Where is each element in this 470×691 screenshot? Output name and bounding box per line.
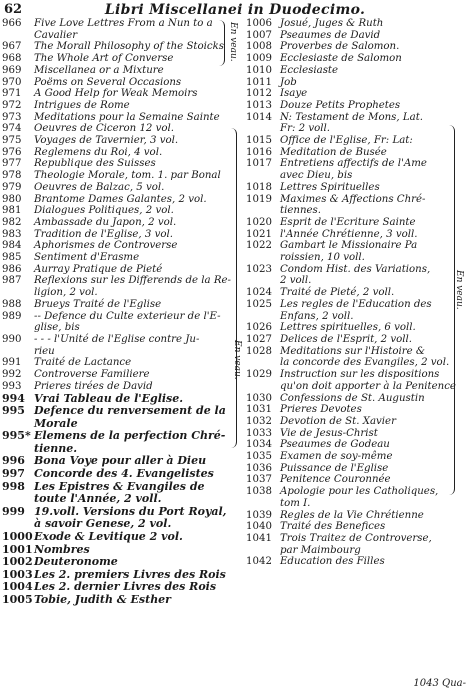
- entry-number: 987: [2, 275, 22, 287]
- catalog-entry: [246, 147, 466, 159]
- entry-number: 1019: [246, 193, 272, 205]
- entry-title: A Good Help for Weak Memoirs: [34, 88, 198, 100]
- catalog-entry: [2, 147, 240, 159]
- catalog-entry: [2, 299, 240, 311]
- catalog-entry: [246, 533, 466, 556]
- entry-title: Prieres Devotes: [280, 404, 362, 416]
- entry-title: Education des Filles: [280, 556, 385, 568]
- catalog-entry: [2, 65, 240, 77]
- entry-number: 1025: [246, 298, 272, 310]
- catalog-entry: [2, 194, 240, 206]
- catalog-entry: [246, 451, 466, 463]
- entry-number: 1040: [246, 521, 272, 533]
- entry-number: 969: [2, 64, 22, 76]
- entry-title: Gambart le Missionaire Pa: [280, 240, 418, 252]
- entry-title-continued: tienne.: [34, 441, 78, 455]
- brace-left-mid: [230, 128, 237, 448]
- entry-number: 996: [2, 454, 25, 468]
- catalog-entry: [246, 77, 466, 89]
- entry-title: Esprit de l'Ecriture Sainte: [280, 216, 416, 228]
- catalog-entry: [2, 229, 240, 241]
- entry-number: 1036: [246, 462, 272, 474]
- catalog-entry: [246, 556, 466, 568]
- entry-title: Nombres: [34, 542, 90, 556]
- entry-title: Office de l'Eglise, Fr: Lat:: [280, 135, 413, 147]
- entry-title-continued: rieu: [34, 345, 55, 357]
- entry-number: 990: [2, 333, 22, 345]
- entry-title-continued: la concorde des Evangiles, 2 vol.: [280, 357, 450, 369]
- entry-title: Bona Voye pour aller à Dieu: [34, 454, 207, 468]
- entry-title: Condom Hist. des Variations,: [280, 263, 431, 275]
- entry-number: 1024: [246, 287, 272, 299]
- entry-title-continued: à savoir Genese, 2 vol.: [34, 517, 172, 531]
- entry-title: Brantome Dames Galantes, 2 vol.: [34, 193, 207, 205]
- entry-number: 968: [2, 53, 22, 65]
- entry-title: N: Testament de Mons, Lat.: [280, 111, 424, 123]
- entry-number: 997: [2, 467, 25, 481]
- catalog-entry: [246, 334, 466, 346]
- entry-title: Regles de la Vie Chrétienne: [280, 509, 424, 521]
- catalog-entry: [2, 77, 240, 89]
- catalog-entry: [2, 112, 240, 124]
- entry-title: -- Defence du Culte exterieur de l'E-: [34, 310, 221, 322]
- catalog-entry: [246, 393, 466, 405]
- entry-title-continued: Morale: [34, 416, 78, 430]
- entry-title: Ambassade du Japon, 2 vol.: [34, 216, 177, 228]
- entry-number: 1015: [246, 135, 272, 147]
- entry-title: Examen de soy-même: [280, 451, 393, 463]
- catalog-entry: [246, 439, 466, 451]
- entry-number: 1010: [246, 64, 272, 76]
- entry-number: 1008: [246, 41, 272, 53]
- catalog-entry: [246, 18, 466, 30]
- entry-number: 1028: [246, 345, 272, 357]
- catalog-entry: [246, 217, 466, 229]
- entry-number: 1017: [246, 158, 272, 170]
- entry-title: Prieres tirées de David: [34, 380, 153, 392]
- catalog-entry: [246, 112, 466, 135]
- entry-title: Proverbes de Salomon.: [280, 41, 400, 53]
- entry-number: 1039: [246, 509, 272, 521]
- entry-number: 1034: [246, 439, 272, 451]
- entry-number: 1002: [2, 555, 33, 569]
- entry-title-continued: par Maimbourg: [280, 544, 361, 556]
- entry-title: Traité de Lactance: [34, 357, 132, 369]
- entry-title: Les 2. premiers Livres des Rois: [34, 567, 226, 581]
- brace-right-mid: [448, 125, 455, 495]
- entry-number: 983: [2, 228, 22, 240]
- entry-number: 993: [2, 380, 22, 392]
- catalog-entry: [2, 41, 240, 53]
- entry-title: Meditation de Busée: [280, 146, 387, 158]
- entry-number: 1014: [246, 111, 272, 123]
- entry-number: 1022: [246, 240, 272, 252]
- entry-number: 995: [2, 404, 25, 418]
- catalog-entry: [2, 430, 240, 455]
- entry-title: Tradition de l'Eglise, 3 vol.: [34, 228, 173, 240]
- catalog-entry: [246, 30, 466, 42]
- entry-title: Intrigues de Rome: [34, 99, 130, 111]
- entry-title: Defence du renversement de la: [34, 404, 226, 418]
- catalog-entry: [2, 481, 240, 506]
- entry-title: Pseaumes de David: [280, 29, 381, 41]
- entry-title: Meditations pour la Semaine Sainte: [34, 111, 220, 123]
- entry-number: 1033: [246, 427, 272, 439]
- entry-number: 1029: [246, 369, 272, 381]
- entry-number: 998: [2, 479, 25, 493]
- entry-number: 994: [2, 391, 25, 405]
- entry-title-continued: avec Dieu, bis: [280, 170, 353, 182]
- catchword: 1043 Qua-: [413, 678, 466, 689]
- catalog-entry: [246, 521, 466, 533]
- entry-number: 980: [2, 193, 22, 205]
- catalog-entry: [246, 88, 466, 100]
- entry-number: 1012: [246, 88, 272, 100]
- entry-title-continued: qu'on doit apporter à la Penitence: [280, 380, 456, 392]
- catalog-entry: [2, 18, 240, 41]
- catalog-entry: [246, 135, 466, 147]
- entry-number: 1026: [246, 322, 272, 334]
- entry-title: Controverse Familiere: [34, 369, 150, 381]
- entry-number: 1037: [246, 474, 272, 486]
- catalog-entry: [2, 53, 240, 65]
- catalog-entry: [2, 594, 240, 607]
- entry-title: Reflexions sur les Differends de la Re-: [34, 275, 231, 287]
- entry-title: Maximes & Affections Chré-: [280, 193, 426, 205]
- entry-title: Poëms on Several Occasions: [34, 76, 182, 88]
- entry-number: 1021: [246, 228, 272, 240]
- entry-title: Concorde des 4. Evangelistes: [34, 467, 214, 481]
- entry-title-continued: tiennes.: [280, 205, 321, 217]
- entry-title-continued: roissien, 10 voll.: [280, 252, 365, 264]
- entry-title: Aphorismes de Controverse: [34, 240, 178, 252]
- side-label-right-mid: En veau.: [454, 270, 464, 310]
- catalog-entry: [2, 100, 240, 112]
- entry-number: 975: [2, 135, 22, 147]
- entry-title: Traité de Pieté, 2 voll.: [280, 287, 395, 299]
- entry-number: 1009: [246, 53, 272, 65]
- catalog-entry: [2, 252, 240, 264]
- right-column: [246, 18, 466, 568]
- entry-title: Brueys Traité de l'Eglise: [34, 298, 162, 310]
- entry-number: 1001: [2, 542, 33, 556]
- entry-title: Douze Petits Prophetes: [280, 99, 401, 111]
- entry-title: Theologie Morale, tom. 1. par Bonal: [34, 170, 221, 182]
- entry-number: 970: [2, 76, 22, 88]
- entry-number: 976: [2, 146, 22, 158]
- catalog-entry: [2, 123, 240, 135]
- entry-title: Job: [280, 76, 297, 88]
- catalog-entry: [246, 287, 466, 299]
- entry-title-continued: Cavalier: [34, 29, 78, 41]
- entry-number: 984: [2, 240, 22, 252]
- entry-number: 991: [2, 357, 22, 369]
- entry-number: 1042: [246, 556, 272, 568]
- entry-title: Five Love Lettres From a Nun to a: [34, 18, 213, 29]
- entry-number: 1023: [246, 263, 272, 275]
- entry-number: 1035: [246, 451, 272, 463]
- catalog-entry: [246, 182, 466, 194]
- catalog-entry: [2, 170, 240, 182]
- entry-number: 974: [2, 123, 22, 135]
- entry-number: 977: [2, 158, 22, 170]
- catalog-entry: [2, 264, 240, 276]
- entry-title: Vie de Jesus-Christ: [280, 427, 378, 439]
- catalog-entry: [2, 240, 240, 252]
- entry-number: 966: [2, 18, 22, 29]
- entry-number: 1006: [246, 18, 272, 29]
- entry-number: 1041: [246, 532, 272, 544]
- catalog-entry: [246, 474, 466, 486]
- catalog-entry: [2, 405, 240, 430]
- entry-number: 995*: [2, 429, 31, 443]
- entry-number: 989: [2, 310, 22, 322]
- catalog-entry: [246, 100, 466, 112]
- catalog-entry: [2, 135, 240, 147]
- entry-title: Sentiment d'Erasme: [34, 252, 140, 264]
- entry-title-continued: Enfans, 2 voll.: [280, 310, 354, 322]
- entry-title: Voyages de Tavernier, 3 vol.: [34, 135, 179, 147]
- catalog-entry: [2, 88, 240, 100]
- entry-number: 999: [2, 504, 25, 518]
- entry-number: 973: [2, 111, 22, 123]
- entry-title: The Morall Philosophy of the Stoicks: [34, 41, 225, 53]
- entry-title-continued: 2 voll.: [280, 275, 312, 287]
- entry-number: 1020: [246, 216, 272, 228]
- entry-title: Devotion de St. Xavier: [280, 415, 396, 427]
- entry-title: 19.voll. Versions du Port Royal,: [34, 504, 227, 518]
- entry-title: l'Année Chrétienne, 3 voll.: [280, 228, 418, 240]
- catalog-entry: [246, 299, 466, 322]
- entry-title: Ecclesiaste de Salomon: [280, 53, 402, 65]
- catalog-entry: [246, 404, 466, 416]
- entry-title: Reglemens du Roi, 4 vol.: [34, 146, 163, 158]
- running-title: Libri Miscellanei in Duodecimo.: [104, 2, 366, 18]
- catalog-entry: [246, 264, 466, 287]
- entry-number: 1005: [2, 593, 33, 606]
- entry-number: 1030: [246, 392, 272, 404]
- entry-title: Tobie, Judith & Esther: [34, 593, 171, 606]
- entry-number: 1007: [246, 29, 272, 41]
- entry-title: Dialogues Politiques, 2 vol.: [34, 205, 174, 217]
- entry-number: 1031: [246, 404, 272, 416]
- entry-title: Lettres spirituelles, 6 voll.: [280, 322, 416, 334]
- entry-number: 1000: [2, 530, 33, 544]
- entry-title: Les Epistres & Evangiles de: [34, 479, 205, 493]
- entry-title-continued: Fr: 2 voll.: [280, 123, 330, 135]
- entry-number: 1011: [246, 76, 272, 88]
- entry-title: Meditations sur l'Histoire &: [280, 345, 425, 357]
- entry-title: Isaye: [280, 88, 308, 100]
- page-number: 62: [4, 2, 23, 17]
- entry-number: 978: [2, 170, 22, 182]
- catalog-entry: [246, 229, 466, 241]
- entry-title: Josué, Juges & Ruth: [280, 18, 384, 29]
- catalog-entry: [246, 194, 466, 217]
- entry-title: Aurray Pratique de Pieté: [34, 263, 163, 275]
- catalog-entry: [246, 240, 466, 263]
- entry-title: Entretiens affectifs de l'Ame: [280, 158, 427, 170]
- entry-number: 985: [2, 252, 22, 264]
- entry-title: Puissance de l'Eglise: [280, 462, 389, 474]
- brace-left-top: [218, 20, 225, 66]
- left-column: [2, 18, 240, 607]
- catalog-entry: [246, 369, 466, 392]
- catalog-entry: [2, 275, 240, 298]
- entry-title: Elemens de la perfection Chré-: [34, 429, 226, 443]
- entry-number: 1038: [246, 486, 272, 498]
- entry-number: 1032: [246, 415, 272, 427]
- entry-title: - - - l'Unité de l'Eglise contre Ju-: [34, 333, 200, 345]
- entry-number: 992: [2, 369, 22, 381]
- catalog-entry: [2, 334, 240, 357]
- entry-title: Trois Traitez de Controverse,: [280, 532, 432, 544]
- entry-title: Ecclesiaste: [280, 64, 339, 76]
- entry-number: 972: [2, 99, 22, 111]
- entry-title: Miscellanea or a Mixture: [34, 64, 164, 76]
- entry-number: 1004: [2, 580, 33, 594]
- entry-title: Oeuvres de Balzac, 5 vol.: [34, 181, 165, 193]
- entry-number: 967: [2, 41, 22, 53]
- entry-number: 986: [2, 263, 22, 275]
- entry-title: The Whole Art of Converse: [34, 53, 174, 65]
- entry-title: Pseaumes de Godeau: [280, 439, 390, 451]
- entry-title-continued: toute l'Année, 2 voll.: [34, 492, 162, 506]
- entry-number: 1018: [246, 181, 272, 193]
- catalog-entry: [246, 463, 466, 475]
- entry-title: Les 2. dernier Livres des Rois: [34, 580, 217, 594]
- entry-title-continued: ligion, 2 vol.: [34, 287, 98, 299]
- entry-title: Delices de l'Esprit, 2 voll.: [280, 333, 413, 345]
- entry-number: 981: [2, 205, 22, 217]
- entry-title: Apologie pour les Catholiques,: [280, 486, 439, 498]
- entry-title: Penitence Couronnée: [280, 474, 391, 486]
- entry-title: Exode & Levitique 2 vol.: [34, 530, 183, 544]
- catalog-entry: [246, 158, 466, 181]
- catalog-entry: [246, 486, 466, 509]
- catalog-entry: [2, 205, 240, 217]
- entry-number: 988: [2, 298, 22, 310]
- side-label-left-mid: En veau.: [232, 340, 242, 380]
- catalog-entry: [246, 346, 466, 369]
- entry-title-continued: glise, bis: [34, 322, 80, 334]
- entry-title-continued: tom I.: [280, 497, 311, 509]
- entry-title: Vrai Tableau de l'Eglise.: [34, 391, 184, 405]
- entry-title: Lettres Spirituelles: [280, 181, 380, 193]
- entry-number: 982: [2, 216, 22, 228]
- catalog-entry: [2, 217, 240, 229]
- catalog-entry: [246, 65, 466, 77]
- catalog-entry: [246, 416, 466, 428]
- entry-title: Deuteronome: [34, 555, 118, 569]
- catalog-entry: [2, 311, 240, 334]
- catalog-entry: [2, 182, 240, 194]
- catalog-entry: [2, 357, 240, 369]
- entry-title: Confessions de St. Augustin: [280, 392, 425, 404]
- catalog-entry: [2, 369, 240, 381]
- entry-title: Traité des Benefices: [280, 521, 386, 533]
- catalog-entry: [246, 53, 466, 65]
- entry-title: Oeuvres de Ciceron 12 vol.: [34, 123, 175, 135]
- catalog-entry: [2, 158, 240, 170]
- catalog-entry: [2, 506, 240, 531]
- catalog-entry: [246, 510, 466, 522]
- entry-number: 1003: [2, 567, 33, 581]
- entry-title: Republique des Suisses: [34, 158, 156, 170]
- entry-title: Les regles de l'Education des: [280, 298, 432, 310]
- catalog-entry: [246, 428, 466, 440]
- entry-number: 1027: [246, 333, 272, 345]
- entry-number: 1013: [246, 99, 272, 111]
- side-label-left-top: En veau.: [228, 22, 238, 62]
- catalog-entry: [246, 322, 466, 334]
- catalog-entry: [246, 41, 466, 53]
- entry-number: 1016: [246, 146, 272, 158]
- entry-title: Instruction sur les dispositions: [280, 369, 440, 381]
- entry-number: 971: [2, 88, 22, 100]
- entry-number: 979: [2, 181, 22, 193]
